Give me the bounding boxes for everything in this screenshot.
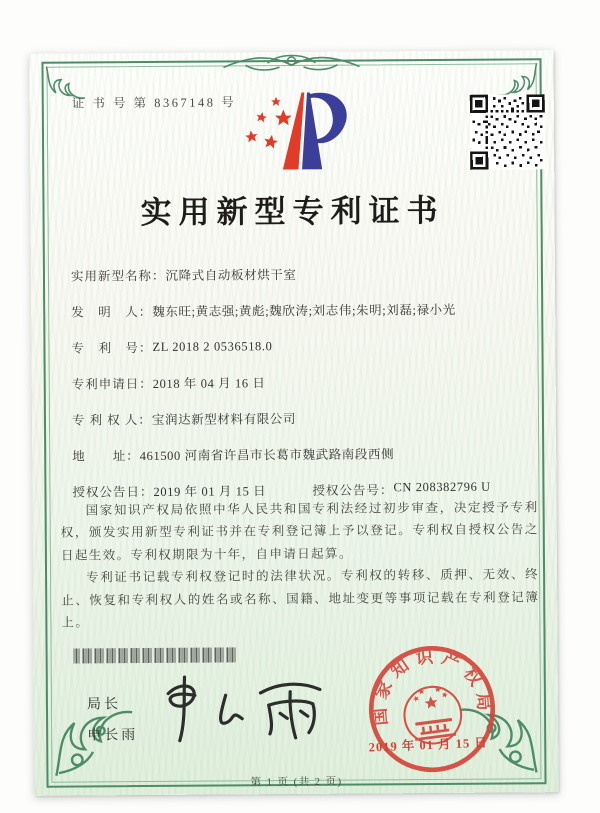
signer-name: 申长雨 — [87, 726, 139, 743]
qr-code-icon — [470, 94, 546, 170]
field-value: 宝润达新型材料有限公司 — [151, 411, 297, 427]
field-row-patent-no — [71, 326, 531, 365]
field-value: 2018 年 04 月 16 日 — [152, 376, 266, 391]
certificate-page — [29, 50, 558, 796]
svg-text:国家知识产权局 — [362, 639, 497, 733]
field-rows — [71, 254, 533, 509]
cnipa-logo-icon — [236, 86, 365, 177]
field-value: 沉降式自动板材烘干室 — [165, 267, 297, 283]
grant-no-label: 授权公告号： — [312, 483, 394, 498]
field-label: 专 利 号： — [71, 340, 153, 356]
legal-text — [61, 496, 540, 634]
field-value: 461500 河南省许昌市长葛市魏武路南段西侧 — [139, 447, 395, 464]
field-label: 专 利 权 人： — [71, 412, 152, 428]
field-label: 地 址： — [72, 449, 140, 464]
field-row-filing-date — [72, 362, 532, 401]
field-value: 魏东旺;黄志强;黄彪;魏欣涛;刘志伟;朱明;刘磊;禄小光 — [152, 302, 456, 319]
field-row-patentee — [72, 398, 532, 437]
legal-paragraph-2: 专利证书记载专利权登记时的法律状况。专利权的转移、质押、无效、终止、恢复和专利权人的姓名或名称、国籍、地址变更等事项记载在专利登记簿上。 — [61, 567, 540, 630]
field-row-inventors — [71, 290, 531, 329]
signer-title: 局长 — [86, 695, 122, 712]
field-value: ZL 2018 2 0536518.0 — [152, 338, 273, 354]
page-number: 第 1 页 (共 2 页) — [250, 776, 343, 789]
field-label: 专利申请日： — [71, 376, 153, 392]
barcode — [74, 647, 237, 663]
grant-no-value: CN 208382796 U — [393, 479, 491, 495]
field-label: 发 明 人： — [71, 304, 153, 320]
signer-block — [87, 693, 138, 744]
certificate-title: 实用新型专利证书 — [140, 192, 445, 231]
official-seal-icon — [354, 631, 511, 788]
seal-date: 2019 年 01 月 15 日 — [368, 735, 489, 755]
grant-date-value: 2019 年 01 月 15 日 — [153, 484, 267, 499]
seal-ring-text: 国家知识产权局 — [368, 645, 496, 727]
field-label: 实用新型名称： — [70, 268, 166, 284]
field-row-name — [71, 254, 531, 293]
grant-date-label: 授权公告日： — [72, 484, 154, 500]
certificate-number: 证 书 号 第 8367148 号 — [71, 95, 237, 111]
signature-handwriting-icon — [147, 664, 328, 747]
legal-paragraph-1: 国家知识产权局依照中华人民共和国专利法经过初步审查，决定授予专利权，颁发实用新型专利证书并在专利登记簿上予以登记。专利权自授权公告之日起生效。专利权期限为十年，自申请日起算。 — [60, 500, 539, 563]
field-row-address — [72, 434, 532, 473]
